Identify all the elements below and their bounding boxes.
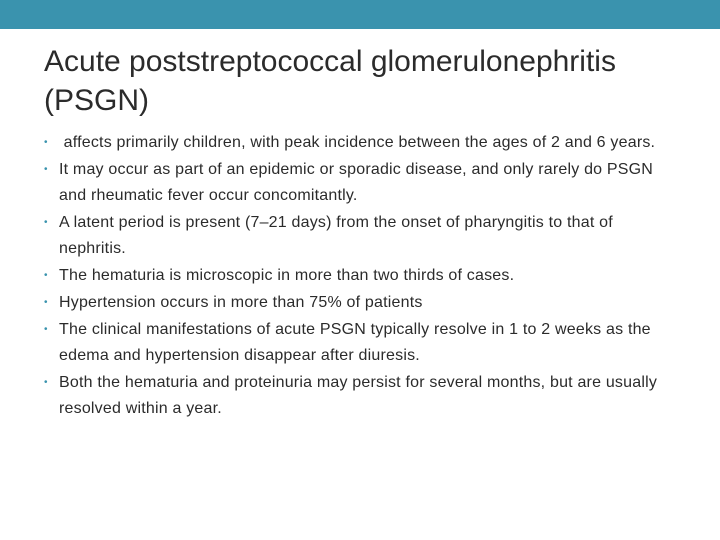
- bullet-icon: •: [44, 217, 48, 228]
- bullet-text: A latent period is present (7–21 days) from the onset of pharyngitis to that of nephritis.: [59, 214, 613, 257]
- bullet-item: [44, 263, 680, 289]
- slide-title: Acute poststreptococcal glomerulonephritis (PSGN): [44, 45, 616, 117]
- bullet-item: [44, 210, 680, 262]
- bullet-text: Hypertension occurs in more than 75% of patients: [59, 294, 423, 311]
- bullet-text: affects primarily children, with peak incidence between the ages of 2 and 6 years.: [59, 134, 656, 151]
- bullet-icon: •: [44, 297, 48, 308]
- bullet-icon: •: [44, 137, 48, 148]
- bullet-item: [44, 290, 680, 316]
- bullet-item: [44, 157, 680, 209]
- bullet-text: Both the hematuria and proteinuria may persist for several months, but are usually resolved within a year.: [59, 374, 658, 417]
- bullet-list: [44, 130, 680, 422]
- bullet-text: The hematuria is microscopic in more than two thirds of cases.: [59, 267, 515, 284]
- bullet-icon: •: [44, 164, 48, 175]
- bullet-icon: •: [44, 377, 48, 388]
- bullet-text: The clinical manifestations of acute PSGN typically resolve in 1 to 2 weeks as the edema and hypertension disappear after diuresis.: [59, 321, 651, 364]
- header-accent-bar: [0, 0, 720, 29]
- bullet-item: [44, 317, 680, 369]
- bullet-icon: •: [44, 324, 48, 335]
- bullet-text: It may occur as part of an epidemic or sporadic disease, and only rarely do PSGN and rheumatic fever occur concomitantly.: [59, 161, 654, 204]
- bullet-icon: •: [44, 270, 48, 281]
- bullet-item: [44, 370, 680, 422]
- bullet-item: [44, 130, 680, 156]
